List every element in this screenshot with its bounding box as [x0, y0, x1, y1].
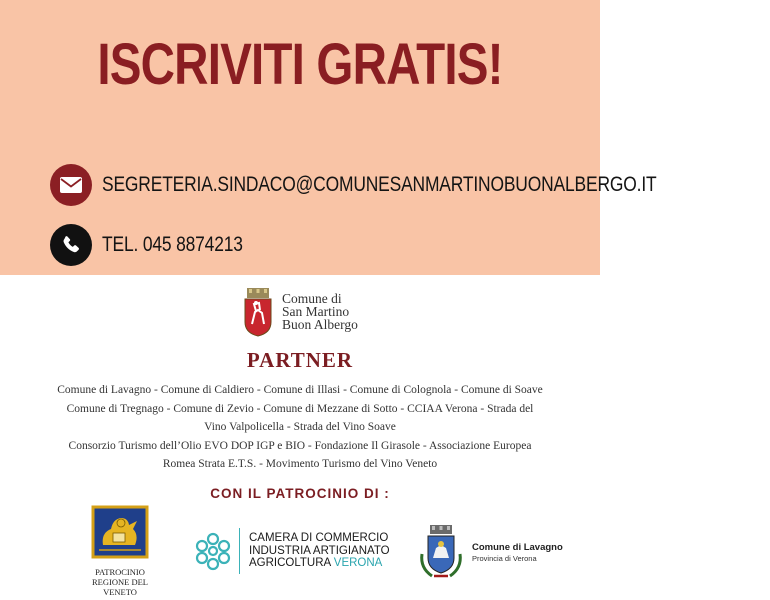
cciaa-line-3 [249, 557, 390, 570]
partner-line: Romea Strata E.T.S. - Movimento Turismo del Vino Veneto [162, 458, 438, 470]
logo-line-1: Comune di [282, 291, 342, 306]
phone-number[interactable]: TEL. 045 8874213 [102, 233, 243, 256]
cciaa-line-3b: VERONA [333, 557, 383, 570]
cciaa-divider [239, 528, 240, 574]
partner-title: PARTNER [246, 348, 354, 372]
logo-line-3: Buon Albergo [282, 317, 358, 332]
lavagno-logo [418, 524, 563, 580]
patrocinio-title: CON IL PATROCINIO DI : [210, 486, 390, 501]
partner-line: Vino Valpolicella - Strada del Vino Soave [204, 421, 396, 433]
cciaa-line-3a: AGRICOLTURA [249, 557, 331, 570]
email-row[interactable] [50, 164, 770, 206]
lavagno-name: Comune di Lavagno [472, 541, 563, 553]
lavagno-province: Provincia di Verona [472, 553, 537, 563]
partner-list [0, 381, 600, 474]
lavagno-text [472, 542, 563, 563]
cciaa-text [249, 532, 390, 570]
partner-line: Comune di Tregnago - Comune di Zevio - Comune di Mezzane di Sotto - CCIAA Verona - Strada del [66, 402, 534, 415]
headline: ISCRIVITI GRATIS! [97, 32, 503, 97]
cciaa-logo-icon [193, 531, 233, 571]
email-address[interactable]: SEGRETERIA.SINDACO@COMUNESANMARTINOBUONALBERGO.IT [102, 173, 657, 196]
lavagno-crest-icon [418, 524, 464, 580]
regione-veneto-logo [75, 505, 165, 597]
envelope-icon [50, 164, 92, 206]
cciaa-line-1: CAMERA DI COMMERCIO [249, 532, 389, 545]
veneto-line-2: REGIONE DEL VENETO [92, 577, 148, 597]
header-band [0, 0, 657, 275]
san-martino-logo [244, 288, 358, 336]
cciaa-line-2: INDUSTRIA ARTIGIANATO [249, 544, 390, 557]
veneto-line-1: PATROCINIO [95, 567, 145, 577]
phone-icon [50, 224, 92, 266]
cciaa-verona-logo [193, 528, 390, 574]
partner-line: Comune di Lavagno - Comune di Caldiero - Comune di Illasi - Comune di Colognola - Comune di Soave [57, 384, 543, 396]
san-martino-crest-icon [244, 288, 272, 336]
phone-row[interactable] [50, 224, 272, 266]
lion-of-st-mark-icon [91, 505, 149, 559]
logo-text [282, 288, 358, 331]
veneto-caption [75, 567, 165, 597]
logo-line-2: San Martino [282, 304, 350, 319]
partner-line: Consorzio Turismo dell’Olio EVO DOP IGP e BIO - Fondazione Il Girasole - Associazione Europea [68, 439, 532, 452]
